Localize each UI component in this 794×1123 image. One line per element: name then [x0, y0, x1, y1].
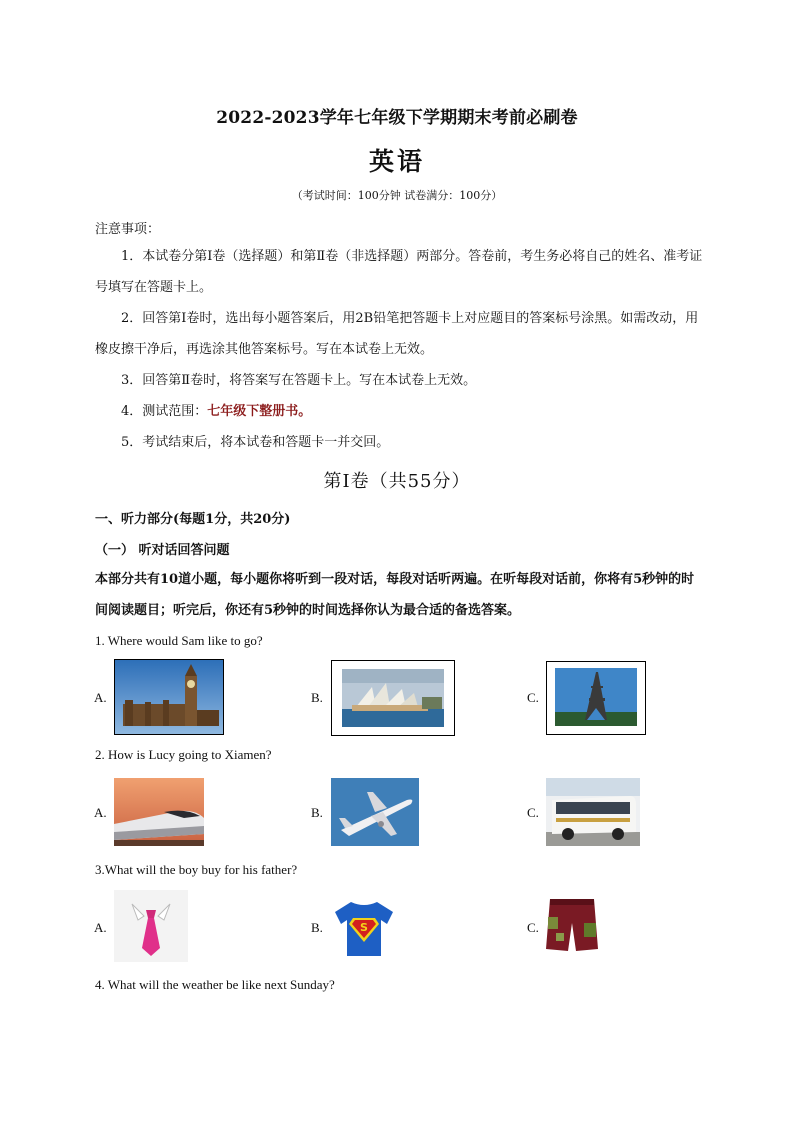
section-heading: 一、听力部分(每题1分，共20分): [95, 512, 291, 527]
notice-item-4-prefix: 4．测试范围：: [121, 404, 208, 419]
svg-text:S: S: [360, 921, 368, 934]
listening-instructions: 本部分共有10道小题，每小题你将听到一段对话，每段对话听两遍。在听每段对话前，你将有5秒钟的时间阅读题目；听完后，你还有5秒钟的时间选择你认为最合适的备选答案。: [95, 572, 695, 618]
bus-image: [546, 778, 640, 846]
option-label: C.: [527, 805, 539, 820]
notice-item-2: 2．回答第Ⅰ卷时，选出每小题答案后，用2B铅笔把答题卡上对应题目的答案标号涂黑。如需改动，用橡皮擦干净后，再选涂其他答案标号。写在本试卷上无效。: [95, 311, 699, 357]
notice-item-3: 3．回答第Ⅱ卷时，将答案写在答题卡上。写在本试卷上无效。: [121, 373, 477, 388]
big-ben-image: [114, 659, 224, 735]
notice-item-1: 1．本试卷分第Ⅰ卷（选择题）和第Ⅱ卷（非选择题）两部分。答卷前，考生务必将自己的姓名、准考证号填写在答题卡上。: [95, 249, 703, 295]
high-speed-train-image: [114, 778, 204, 846]
test-scope: 七年级下整册书。: [207, 404, 312, 419]
question-1: 1. Where would Sam like to go?: [95, 633, 263, 648]
question-4: 4. What will the weather be like next Sunday?: [95, 977, 335, 992]
subject-title: 英语: [368, 147, 425, 176]
airplane-image: [331, 778, 419, 846]
option-label: A.: [94, 805, 107, 820]
question-2: 2. How is Lucy going to Xiamen?: [95, 747, 272, 762]
option-label: C.: [527, 920, 539, 935]
option-label: C.: [527, 690, 539, 705]
shorts-image: [544, 893, 600, 957]
option-label: B.: [311, 920, 323, 935]
option-label: B.: [311, 805, 323, 820]
tie-image: [114, 890, 188, 962]
exam-info: （考试时间：100分钟 试卷满分：100分）: [291, 189, 503, 202]
part-title: 第Ⅰ卷（共55分）: [323, 471, 471, 492]
question-3: 3.What will the boy buy for his father?: [95, 862, 298, 877]
option-label: A.: [94, 920, 107, 935]
notice-item-4: [95, 396, 705, 427]
notice-item-5: 5．考试结束后，将本试卷和答题卡一并交回。: [121, 435, 390, 450]
sydney-opera-house-image: [331, 660, 455, 736]
option-label: B.: [311, 690, 323, 705]
subsection-heading: （一） 听对话回答问题: [95, 543, 230, 558]
eiffel-tower-image: [546, 661, 646, 735]
notice-heading: 注意事项：: [95, 222, 161, 237]
option-label: A.: [94, 690, 107, 705]
document-title: 2022-2023学年七年级下学期期末考前必刷卷: [216, 108, 578, 128]
superman-tshirt-image: [331, 896, 397, 960]
